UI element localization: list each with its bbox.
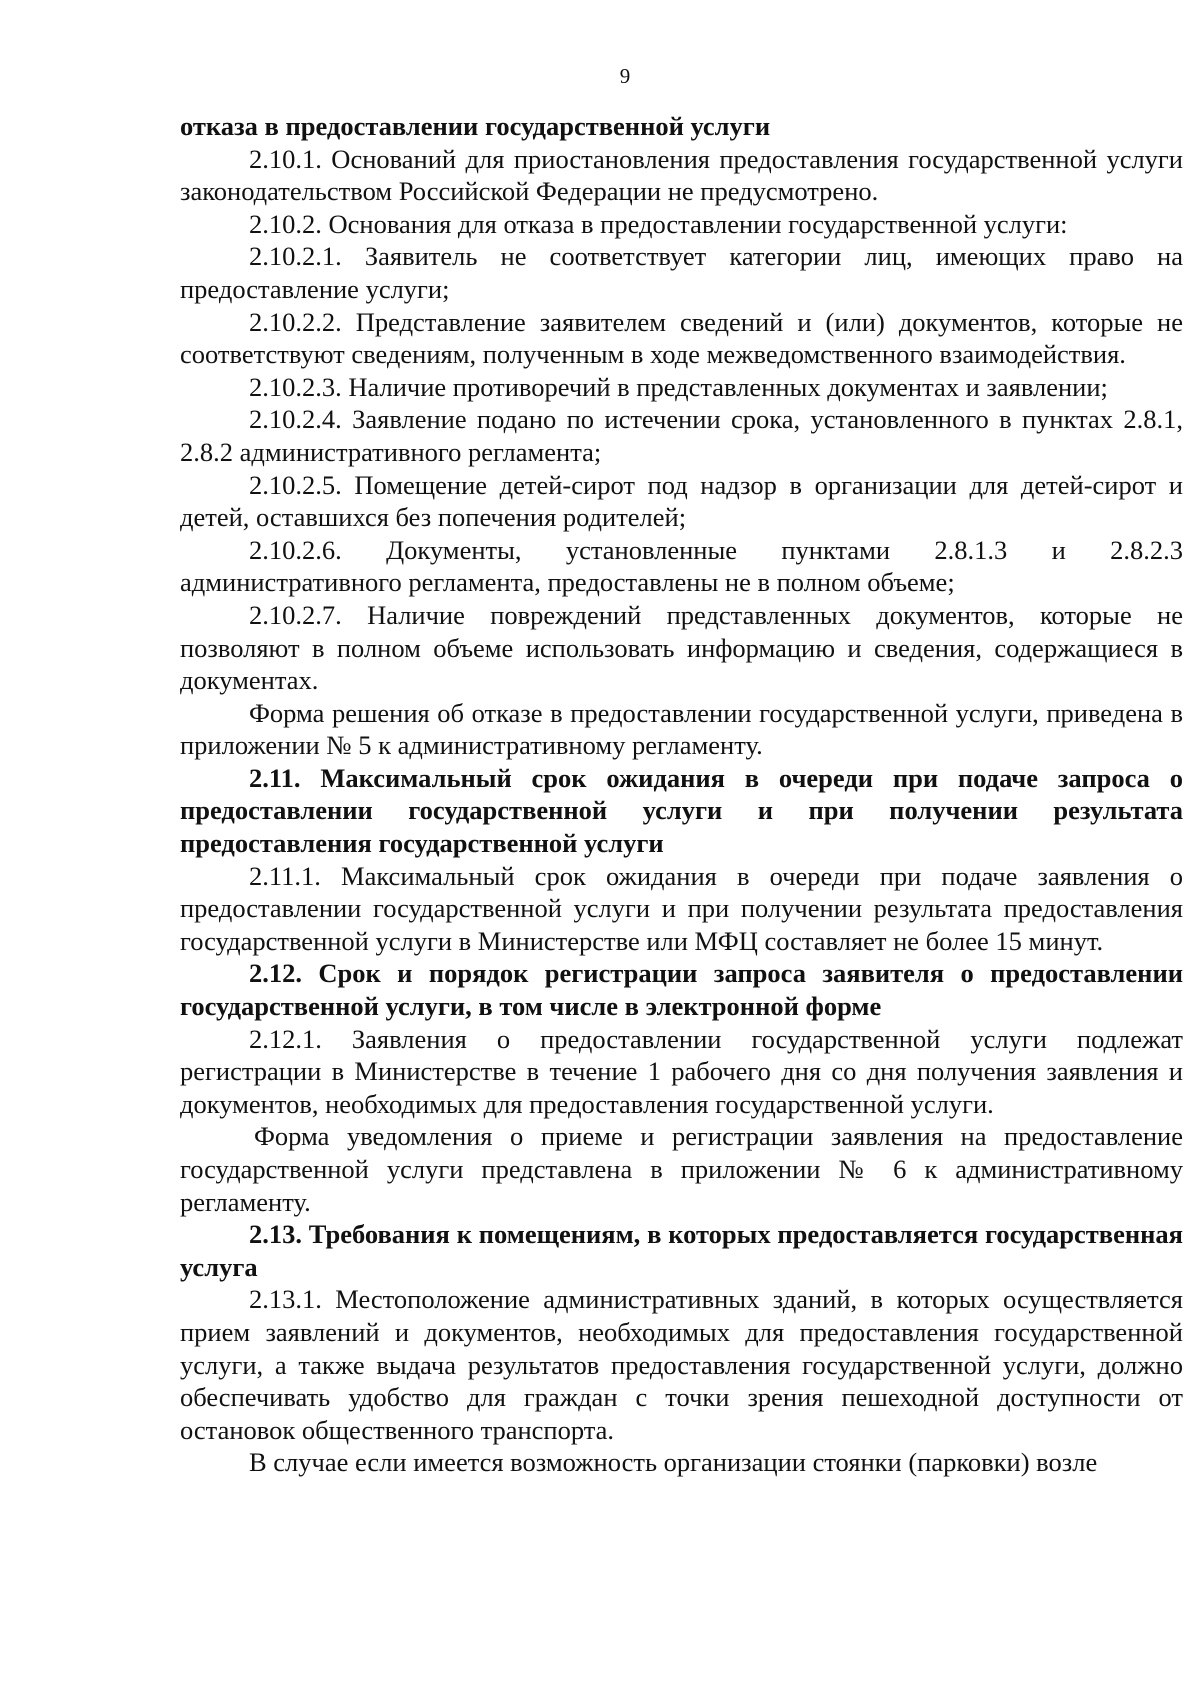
- paragraph-2-10-2-7: 2.10.2.7. Наличие повреждений представленных документов, которые не позволяют в полном объеме использовать информацию и сведения, содержащиеся в документах.: [180, 599, 1183, 696]
- section-2-13-heading: 2.13. Требования к помещениям, в которых предоставляется государственная услуга: [180, 1219, 1183, 1282]
- section-2-11-heading: 2.11. Максимальный срок ожидания в очереди при подаче запроса о предоставлении государственной услуги и при получении результата предоставления государственной услуги: [180, 762, 1183, 859]
- page-number: 9: [619, 64, 631, 88]
- paragraph-2-13-1: 2.13.1. Местоположение административных зданий, в которых осуществляется прием заявлений и документов, необходимых для предоставления государственной услуги, а также выдача результатов предоставления государственной услуги, должно обеспечивать удобство для граждан с точки зрения пешеходной доступности от остановок общественного транспорта.: [180, 1284, 1183, 1445]
- paragraph-2-10-1: 2.10.1. Оснований для приостановления предоставления государственной услуги законодательством Российской Федерации не предусмотрено.: [180, 143, 1183, 207]
- document-body: [180, 110, 1183, 1479]
- paragraph-2-12-1: 2.12.1. Заявления о предоставлении государственной услуги подлежат регистрации в Министерстве в течение 1 рабочего дня со дня получения заявления и документов, необходимых для предоставления государственной услуги.: [180, 1023, 1183, 1119]
- paragraph-2-10-2-2: 2.10.2.2. Представление заявителем сведений и (или) документов, которые не соответствуют сведениям, полученным в ходе межведомственного взаимодействия.: [180, 306, 1183, 370]
- paragraph-2-10-2-1: 2.10.2.1. Заявитель не соответствует категории лиц, имеющих право на предоставление услуги;: [180, 241, 1183, 304]
- paragraph-2-10-2: 2.10.2. Основания для отказа в предоставлении государственной услуги:: [249, 208, 1068, 239]
- section-2-12-heading: 2.12. Срок и порядок регистрации запроса заявителя о предоставлении государственной услуги, в том числе в электронной форме: [180, 958, 1183, 1022]
- paragraph-2-11-1: 2.11.1. Максимальный срок ожидания в очереди при подаче заявления о предоставлении государственной услуги и при получении результата предоставления государственной услуги в Министерстве или МФЦ составляет не более 15 минут.: [180, 860, 1183, 956]
- paragraph-notification-form: Форма уведомления о приеме и регистрации заявления на предоставление государственной услуги представлена в приложении № 6 к административному регламенту.: [180, 1121, 1183, 1217]
- paragraph-parking: В случае если имеется возможность организации стоянки (парковки) возле: [249, 1447, 1098, 1478]
- paragraph-2-10-2-5: 2.10.2.5. Помещение детей-сирот под надзор в организации для детей-сирот и детей, оставшихся без попечения родителей;: [180, 469, 1183, 533]
- section-2-10-heading-continuation: отказа в предоставлении государственной услуги: [180, 111, 771, 141]
- paragraph-2-10-2-6: 2.10.2.6. Документы, установленные пунктами 2.8.1.3 и 2.8.2.3 административного регламента, предоставлены не в полном объеме;: [180, 534, 1183, 598]
- paragraph-2-10-2-4: 2.10.2.4. Заявление подано по истечении срока, установленного в пунктах 2.8.1, 2.8.2 административного регламента;: [180, 404, 1183, 467]
- paragraph-2-10-2-3: 2.10.2.3. Наличие противоречий в представленных документах и заявлении;: [249, 371, 1108, 402]
- paragraph-refusal-form: Форма решения об отказе в предоставлении государственной услуги, приведена в приложении № 5 к административному регламенту.: [180, 697, 1183, 761]
